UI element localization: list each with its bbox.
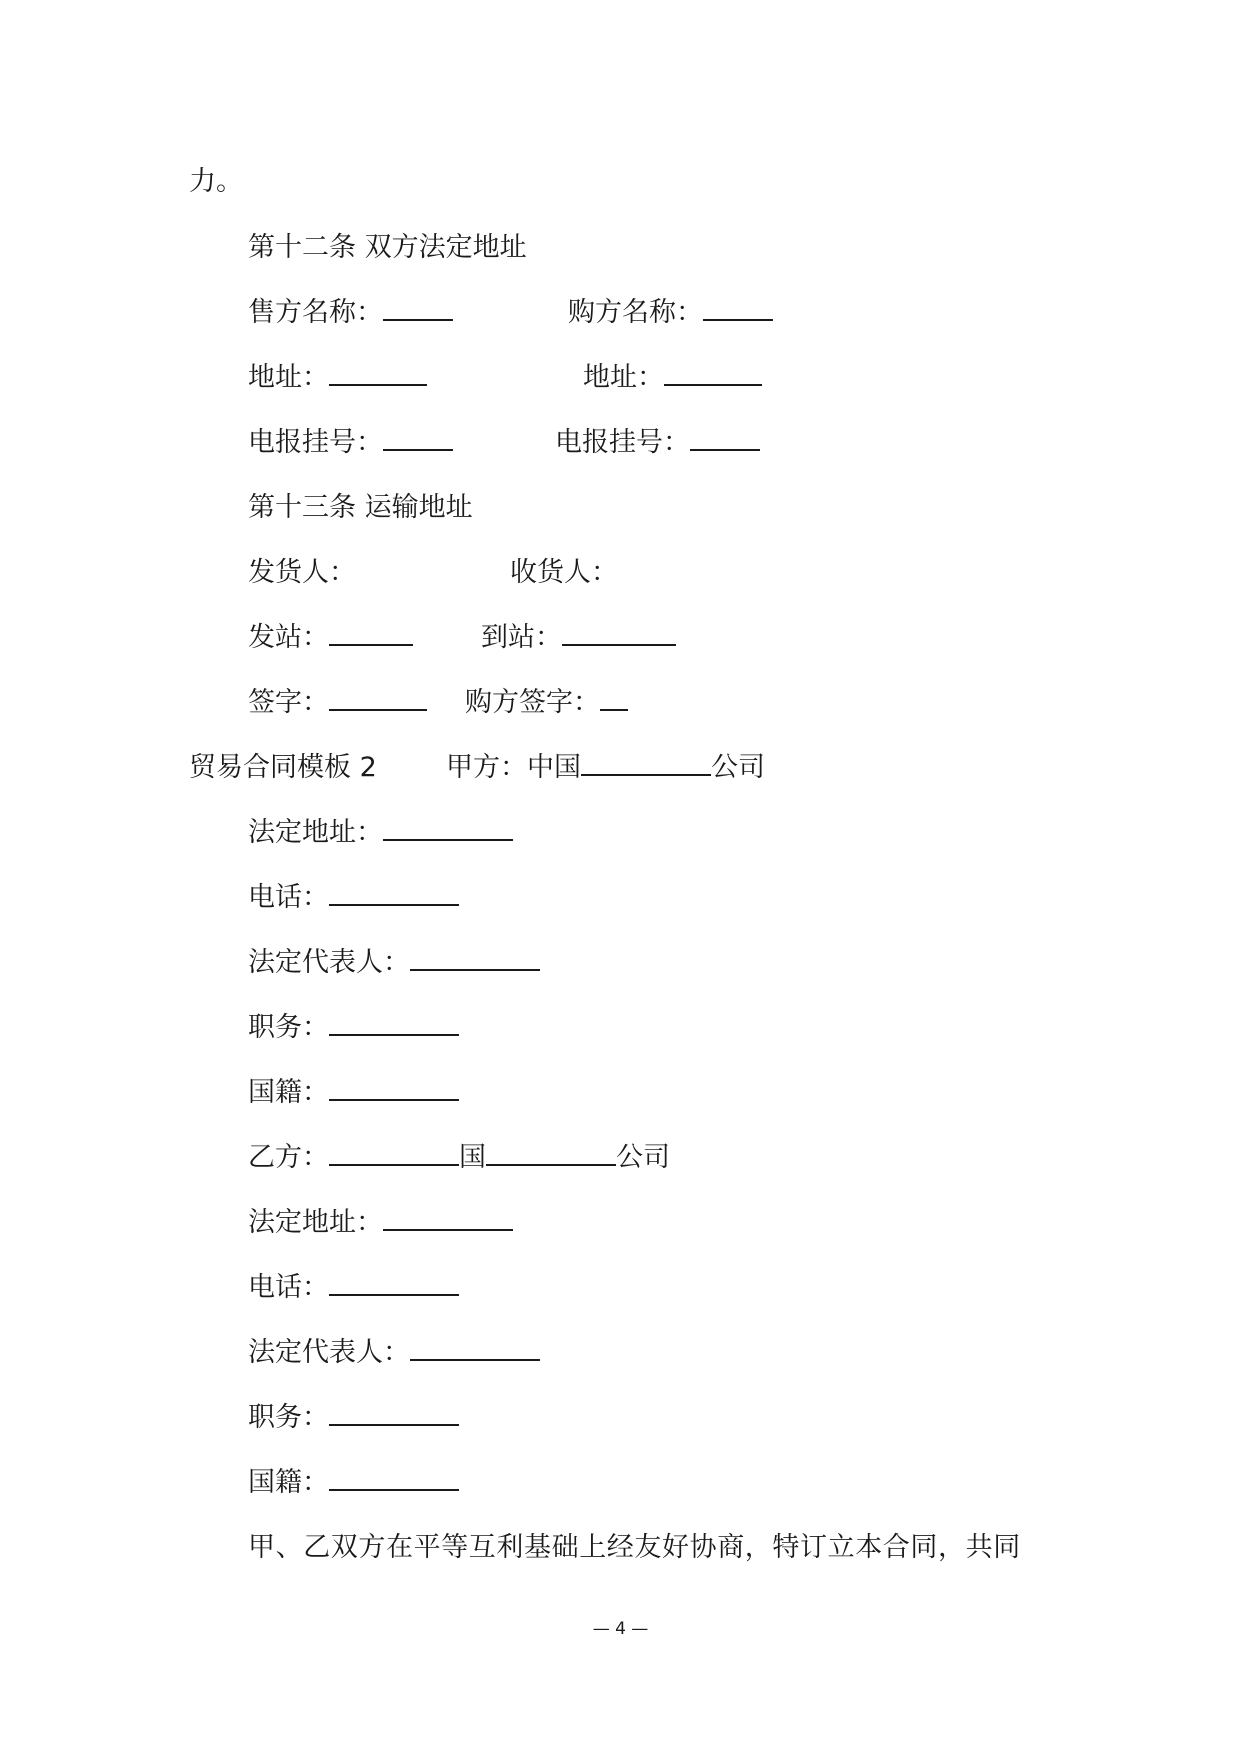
party-a-nationality: 国籍： [248,1073,459,1113]
blank-line [329,1268,459,1296]
buyer-address-field: 地址： [583,358,762,398]
blank-line [581,748,711,776]
buyer-name-field: 购方名称： [568,293,773,333]
departure-station-field: 发站： [248,618,413,658]
party-a-phone: 电话： [248,878,459,918]
blank-line [383,1203,513,1231]
blank-line [383,293,453,321]
seller-address-field: 地址： [248,358,427,398]
blank-line [664,358,762,386]
blank-line [383,813,513,841]
blank-line [486,1138,616,1166]
page-number: — 4 — [592,1619,649,1639]
section-heading: 第十三条 运输地址 [248,492,473,523]
blank-line [329,1138,459,1166]
blank-line [329,683,427,711]
template-title: 贸易合同模板 2 [189,752,377,783]
blank-line [329,358,427,386]
blank-line [600,683,628,711]
blank-line [329,1463,459,1491]
blank-line [690,423,760,451]
buyer-signature-field: 购方签字： [465,683,628,723]
blank-line [383,423,453,451]
blank-line [329,1073,459,1101]
seller-telegraph-field: 电报挂号： [248,423,453,463]
blank-line [329,1398,459,1426]
section-heading: 第十二条 双方法定地址 [248,232,527,263]
party-b-position: 职务： [248,1398,459,1438]
blank-line [562,618,676,646]
blank-line [329,1008,459,1036]
signature-field: 签字： [248,683,427,723]
party-b-legal-address: 法定地址： [248,1203,513,1243]
consignee-field: 收货人： [510,557,618,588]
party-b-phone: 电话： [248,1268,459,1308]
seller-name-field: 售方名称： [248,293,453,333]
party-a-line: 甲方：中国 公司 [446,748,765,788]
blank-line [329,878,459,906]
party-b-line: 乙方： 国 公司 [248,1138,670,1178]
blank-line [329,618,413,646]
blank-line [703,293,773,321]
buyer-telegraph-field: 电报挂号： [555,423,760,463]
party-b-legal-representative: 法定代表人： [248,1333,540,1373]
blank-line [410,1333,540,1361]
party-a-legal-address: 法定地址： [248,813,513,853]
party-a-legal-representative: 法定代表人： [248,943,540,983]
party-a-position: 职务： [248,1008,459,1048]
text-line: 力。 [189,166,243,197]
party-b-nationality: 国籍： [248,1463,459,1503]
arrival-station-field: 到站： [481,618,676,658]
body-paragraph: 甲、乙双方在平等互利基础上经友好协商，特订立本合同，共同 [248,1532,1021,1563]
blank-line [410,943,540,971]
consignor-field: 发货人： [248,557,356,588]
